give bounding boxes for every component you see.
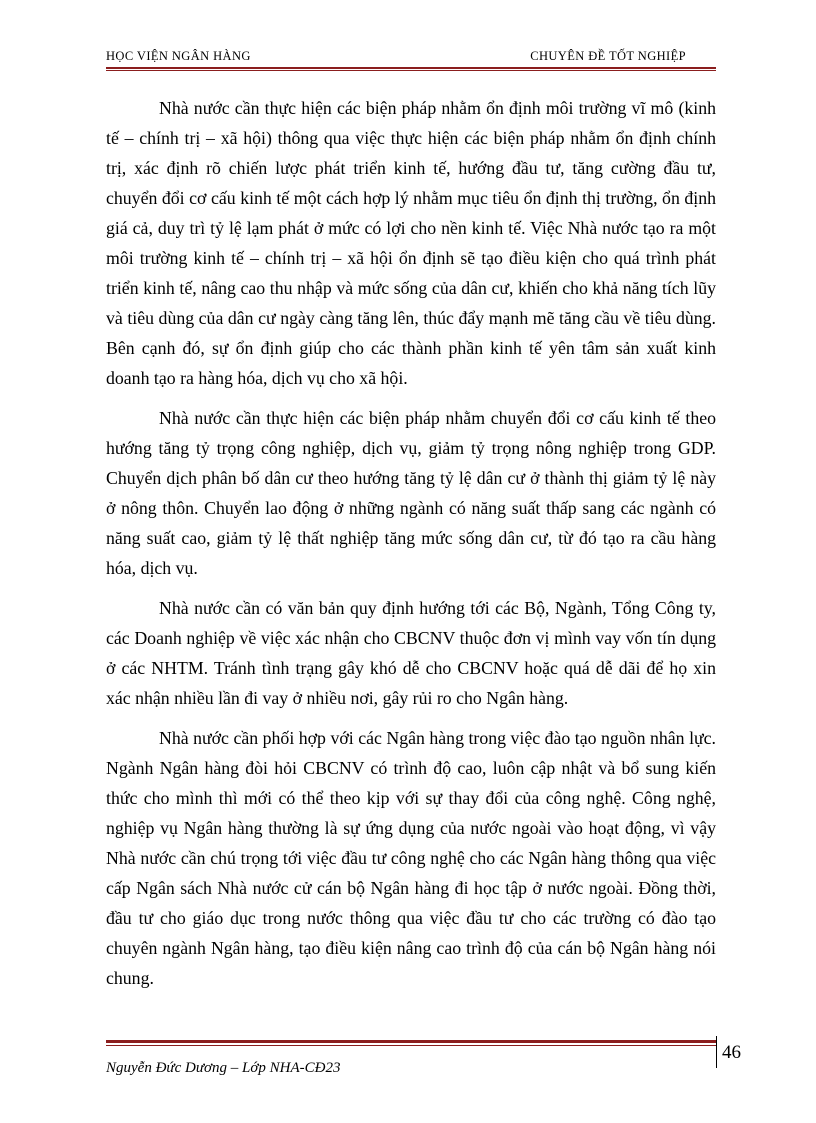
page-body bbox=[106, 93, 716, 1003]
footer-rule-thick bbox=[106, 1040, 716, 1043]
page-number: 46 bbox=[722, 1042, 741, 1063]
paragraph: Nhà nước cần thực hiện các biện pháp nhằm chuyển đổi cơ cấu kinh tế theo hướng tăng tỷ trọng công nghiệp, dịch vụ, giảm tỷ trọng nông nghiệp trong GDP. Chuyển dịch phân bố dân cư theo hướng tăng tỷ lệ dân cư ở thành thị giảm tỷ lệ này ở nông thôn. Chuyển lao động ở những ngành có năng suất thấp sang các ngành có năng suất cao, giảm tỷ lệ thất nghiệp tăng mức sống dân cư, từ đó tạo ra cầu hàng hóa, dịch vụ. bbox=[106, 408, 716, 578]
page-number-divider bbox=[716, 1036, 717, 1068]
header-institution: HỌC VIỆN NGÂN HÀNG bbox=[106, 49, 251, 63]
paragraph: Nhà nước cần phối hợp với các Ngân hàng trong việc đào tạo nguồn nhân lực. Ngành Ngân hàng đòi hỏi CBCNV có trình độ cao, luôn cập nhật và bổ sung kiến thức cho mình thì mới có thể theo kịp với sự thay đổi của công nghệ. Công nghệ, nghiệp vụ Ngân hàng thường là sự ứng dụng của nước ngoài vào hoạt động, vì vậy Nhà nước cần chú trọng tới việc đầu tư công nghệ cho các Ngân hàng thông qua việc cấp Ngân sách Nhà nước cử cán bộ Ngân hàng đi học tập ở nước ngoài. Đồng thời, đầu tư cho giáo dục trong nước thông qua việc đầu tư cho các trường có đào tạo chuyên ngành Ngân hàng, tạo điều kiện nâng cao trình độ của cán bộ Ngân hàng nói chung. bbox=[106, 728, 716, 988]
header-rule-thin bbox=[106, 70, 716, 71]
paragraph: Nhà nước cần có văn bản quy định hướng tới các Bộ, Ngành, Tổng Công ty, các Doanh nghiệp về việc xác nhận cho CBCNV thuộc đơn vị mình vay vốn tín dụng ở các NHTM. Tránh tình trạng gây khó dễ cho CBCNV hoặc quá dễ dãi để họ xin xác nhận nhiều lần đi vay ở nhiều nơi, gây rủi ro cho Ngân hàng. bbox=[106, 598, 716, 708]
page-header bbox=[106, 49, 702, 67]
paragraph: Nhà nước cần thực hiện các biện pháp nhằm ổn định môi trường vĩ mô (kinh tế – chính trị – xã hội) thông qua việc thực hiện các biện pháp nhằm ổn định chính trị, xác định rõ chiến lược phát triển kinh tế, hướng đầu tư, tăng cường đầu tư, chuyển đổi cơ cấu kinh tế một cách hợp lý nhằm mục tiêu ổn định thị trường, ổn định giá cả, duy trì tỷ lệ lạm phát ở mức có lợi cho nền kinh tế. Việc Nhà nước tạo ra một môi trường kinh tế – chính trị – xã hội ổn định sẽ tạo điều kiện cho quá trình phát triển kinh tế, nâng cao thu nhập và mức sống của dân cư, khiến cho khả năng tích lũy và tiêu dùng của dân cư ngày càng tăng lên, thúc đẩy mạnh mẽ tăng cầu về tiêu dùng. Bên cạnh đó, sự ổn định giúp cho các thành phần kinh tế yên tâm sản xuất kinh doanh tạo ra hàng hóa, dịch vụ cho xã hội. bbox=[106, 98, 716, 388]
footer-rule-thin bbox=[106, 1045, 716, 1046]
footer-author: Nguyễn Đức Dương – Lớp NHA-CĐ23 bbox=[106, 1060, 341, 1076]
header-document-type: CHUYÊN ĐỀ TỐT NGHIỆP bbox=[530, 49, 686, 63]
header-rule-thick bbox=[106, 67, 716, 69]
